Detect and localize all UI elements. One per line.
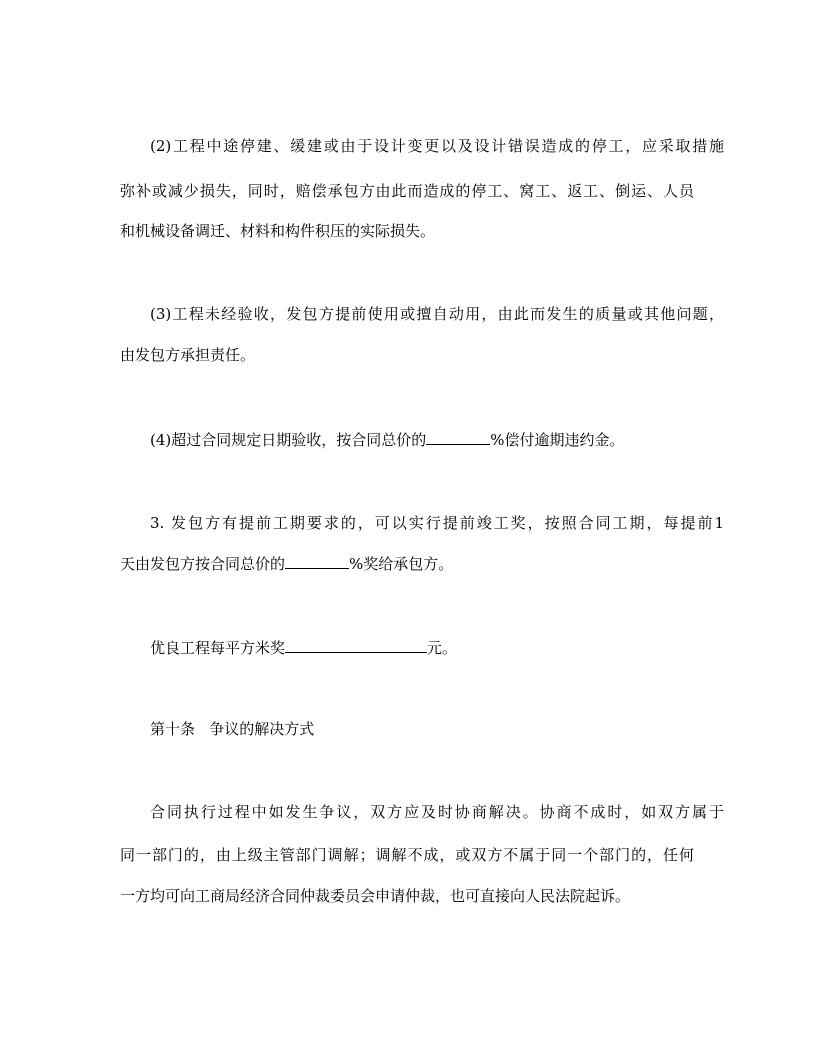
- paragraph-3-line-1: (3)工程未经验收，发包方提前使用或擅自动用，由此而发生的质量或其他问题，: [150, 305, 724, 323]
- item-3-text-before: 天由发包方按合同总价的: [120, 555, 286, 573]
- paragraph-4-text-after: %偿付逾期违约金。: [490, 431, 625, 449]
- dispute-paragraph-line-2: 同一部门的，由上级主管部门调解；调解不成，或双方不属于同一个部门的，任何: [120, 846, 694, 864]
- paragraph-4-text-before: (4)超过合同规定日期验收，按合同总价的: [150, 431, 427, 449]
- article-10-heading: 第十条 争议的解决方式: [150, 720, 315, 738]
- dispute-paragraph-line-3: 一方均可向工商局经济合同仲裁委员会申请仲裁，也可直接向人民法院起诉。: [120, 887, 631, 905]
- paragraph-2-line-1: (2)工程中途停建、缓建或由于设计变更以及设计错误造成的停工，应采取措施: [150, 137, 724, 155]
- bonus-text-before: 优良工程每平方米奖: [150, 639, 286, 657]
- fill-in-blank-penalty-percent: [426, 429, 490, 445]
- item-3-line-2: [120, 553, 453, 573]
- paragraph-4: [150, 429, 625, 449]
- bonus-text-after: 元。: [427, 639, 458, 657]
- bonus-line: [150, 637, 457, 657]
- paragraph-2-line-3: 和机械设备调迁、材料和构件积压的实际损失。: [120, 222, 436, 240]
- dispute-paragraph-line-1: 合同执行过程中如发生争议，双方应及时协商解决。协商不成时，如双方属于: [150, 803, 724, 821]
- paragraph-3-line-2: 由发包方承担责任。: [120, 346, 256, 364]
- fill-in-blank-bonus-amount: [285, 637, 427, 653]
- item-3-line-1: 3. 发包方有提前工期要求的，可以实行提前竣工奖，按照合同工期，每提前1: [150, 514, 724, 532]
- item-3-text-after: %奖给承包方。: [349, 555, 454, 573]
- paragraph-2-line-2: 弥补或减少损失，同时，赔偿承包方由此而造成的停工、窝工、返工、倒运、人员: [120, 182, 694, 200]
- fill-in-blank-bonus-percent: [285, 553, 349, 569]
